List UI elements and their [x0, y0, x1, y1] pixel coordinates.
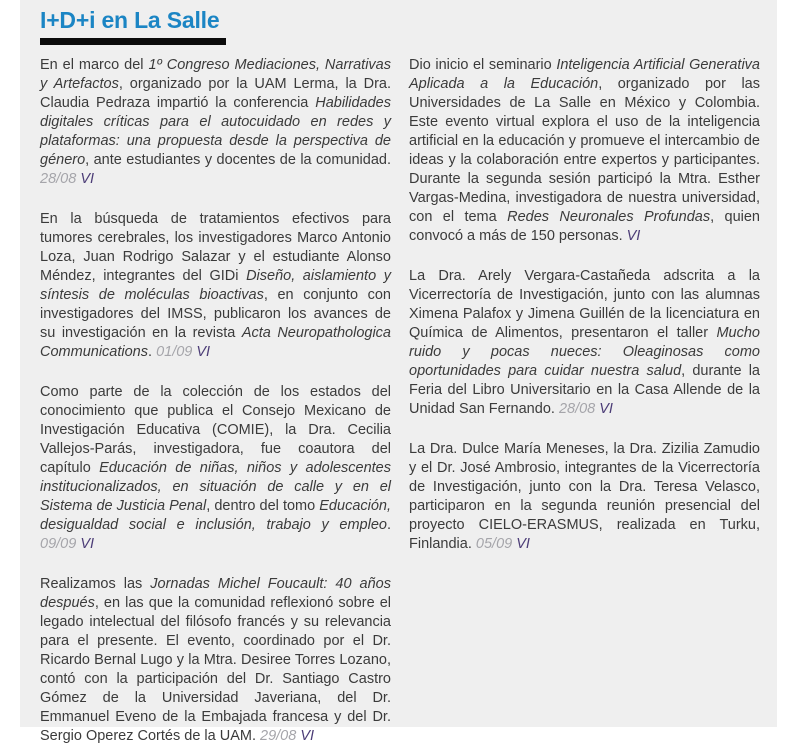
item-text: , organizado por la UAM Lerma, la Dra. Claudia Pedraza impartió la conferencia	[40, 76, 391, 112]
section-header	[40, 8, 760, 45]
item-text: 1º Congreso Mediaciones, Narrativas y Artefactos	[40, 57, 391, 93]
item-text: La Dra. Dulce María Meneses, la Dra. Zizilia Zamudio y el Dr. José Ambrosio, integrantes de la Vicerrectoría de Investigación, junto con la Dra. Teresa Velasco, participaron en la segunda reunión presencial del proyecto CIELO-ERASMUS, realizada en Turku, Finlandia.	[409, 441, 760, 553]
item-credit: VI	[196, 344, 211, 361]
item-date: 09/09	[40, 536, 81, 553]
item-text: , organizado por las Universidades de La Salle en México y Colombia. Este evento virtual explora el uso de la inteligencia artificial en la educación y promueve el intercambio de ideas y la colaboración entre expertos y participantes. Durante la segunda sesión participó la Mtra. Esther Vargas-Medina, investigadora de nuestra universidad, con el tema	[409, 76, 760, 226]
item-text: Educación de niñas, niños y adolescentes institucionalizados, en situación de calle y en el Sistema de Justicia Penal	[40, 460, 391, 515]
two-column-layout	[40, 56, 760, 746]
item-text: Educación, desigualdad social e inclusión, trabajo y empleo	[40, 498, 392, 534]
item-date: 05/09	[475, 536, 517, 553]
news-item-congreso-mediaciones	[40, 56, 391, 189]
item-credit: VI	[516, 536, 530, 553]
news-item-cielo-erasmus	[409, 440, 760, 554]
item-text: , durante la Feria del Libro Universitario en la Casa Allende de la Unidad San Fernando.	[409, 363, 760, 418]
item-text: , ante estudiantes y docentes de la comunidad.	[85, 152, 391, 169]
item-text: , quien convocó a más de 150 personas.	[409, 209, 760, 245]
item-credit: VI	[599, 401, 613, 418]
item-text: En el marco del	[40, 57, 149, 74]
news-item-taller-oleaginosas	[409, 267, 760, 419]
item-text: .	[148, 344, 157, 361]
title-rule	[40, 38, 226, 45]
item-date: 01/09	[156, 344, 197, 361]
item-date: 29/08	[260, 728, 301, 745]
item-credit: VI	[80, 536, 95, 553]
left-column	[40, 56, 391, 746]
item-text: En la búsqueda de tratamientos efectivos para tumores cerebrales, los investigadores Marco Antonio Loza, Juan Rodrigo Salazar y el estudiante Alonso Méndez, integrantes del GIDi	[40, 211, 391, 285]
item-credit: VI	[626, 228, 641, 245]
item-text: Habilidades digitales críticas para el autocuidado en redes y plataformas: una propuesta desde la perspectiva de género	[40, 95, 391, 169]
item-credit: VI	[80, 171, 95, 188]
item-text: Realizamos las	[40, 576, 151, 593]
item-text: Redes Neuronales Profundas	[507, 209, 711, 226]
item-text: , en las que la comunidad reflexionó sobre el legado intelectual del filósofo francés y su relevancia para el presente. El evento, coordinado por el Dr. Ricardo Bernal Lugo y la Mtra. Desiree Torres Lozano, contó con la participación del Dr. Santiago Castro Gómez de la Universidad Javeriana, del Dr. Emmanuel Eveno de la Embajada francesa y del Dr. Sergio Operez Cortés de la UAM.	[40, 595, 391, 745]
news-item-comie-capitulo	[40, 383, 391, 554]
right-column	[409, 56, 760, 746]
news-item-jornadas-foucault	[40, 575, 391, 746]
item-text: Mucho ruido y pocas nueces: Oleaginosas como oportunidades para cuidar nuestra salud	[409, 325, 760, 380]
item-text: Como parte de la colección de los estados del conocimiento que publica el Consejo Mexicano de Investigación Educativa (COMIE), la Dra. Cecilia Vallejos-Parás, investigadora, fue coautora del capítulo	[40, 384, 391, 477]
item-text: , dentro del tomo	[206, 498, 320, 515]
item-credit: VI	[300, 728, 315, 745]
item-text: Jornadas Michel Foucault: 40 años después	[40, 576, 391, 612]
item-text: , en conjunto con investigadores del IMSS, publicaron los avances de su investigación en la revista	[40, 287, 391, 342]
item-text: La Dra. Arely Vergara-Castañeda adscrita a la Vicerrectoría de Investigación, junto con las alumnas Ximena Palafox y Jimena Guillén de la licenciatura en Química de Alimentos, presentaron el taller	[409, 268, 760, 342]
item-date: 28/08	[558, 401, 600, 418]
item-text: Dio inicio el seminario	[409, 57, 557, 74]
newsletter-page	[20, 0, 777, 745]
item-date: 28/08	[40, 171, 81, 188]
page-title: I+D+i en La Salle	[40, 7, 220, 33]
item-text: Acta Neuropathologica Communications	[40, 325, 391, 361]
news-item-seminario-ia	[409, 56, 760, 246]
item-text: Inteligencia Artificial Generativa Aplicada a la Educación	[409, 57, 760, 93]
news-item-tumores-cerebrales	[40, 210, 391, 362]
item-text: Diseño, aislamiento y síntesis de moléculas bioactivas	[40, 268, 391, 304]
item-text: .	[386, 517, 391, 534]
